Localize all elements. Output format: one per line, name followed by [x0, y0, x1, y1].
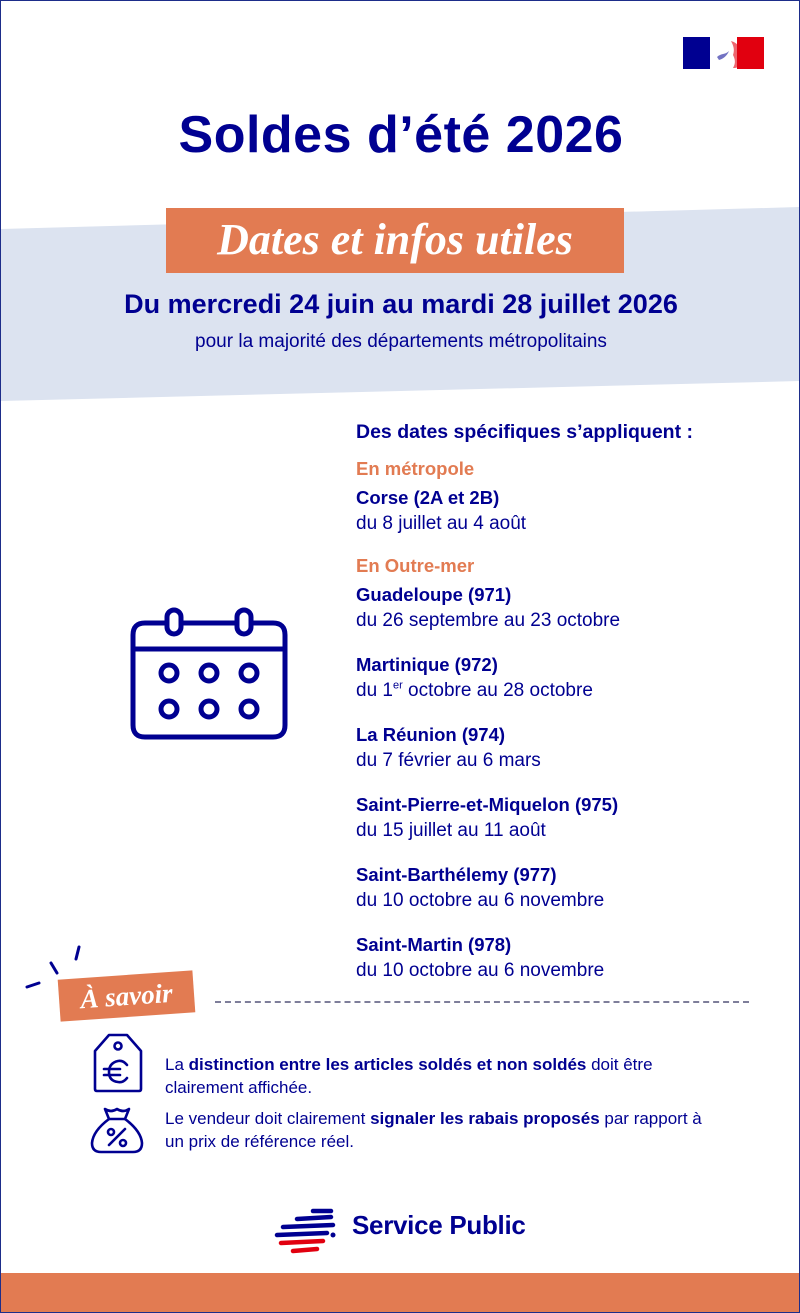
service-public-logo-icon [273, 1207, 343, 1255]
list-item [356, 652, 786, 704]
tip-text-part: doit être clairement affichée. [165, 1055, 653, 1097]
list-item [356, 792, 786, 844]
percent-bag-icon [87, 1105, 147, 1155]
list-item [356, 932, 786, 984]
page-title: Soldes d’été 2026 [178, 106, 624, 164]
item-name: Saint-Barthélemy (977) [356, 864, 557, 885]
main-period-scope: pour la majorité des départements métropolitains [195, 331, 607, 352]
item-name: Guadeloupe (971) [356, 584, 512, 605]
item-name: La Réunion (974) [356, 724, 506, 745]
item-name: Saint-Martin (978) [356, 934, 512, 955]
republique-francaise-flag-icon [683, 37, 764, 69]
item-range: du 26 septembre au 23 octobre [356, 610, 621, 631]
item-range: du 10 octobre au 6 novembre [356, 960, 605, 981]
calendar-icon [129, 605, 289, 741]
list-item [356, 485, 786, 537]
region-label-outremer: En Outre-mer [356, 555, 475, 576]
tip-1-text [165, 1053, 725, 1099]
euro-tag-icon [91, 1031, 145, 1095]
range-prefix: du 1 [356, 680, 393, 701]
brand-name: Service Public [352, 1210, 526, 1240]
item-range: du 8 juillet au 4 août [356, 513, 527, 534]
footer-bar [1, 1273, 800, 1313]
item-name: Saint-Pierre-et-Miquelon (975) [356, 794, 619, 815]
item-range: du 10 octobre au 6 novembre [356, 890, 605, 911]
main-period-dates: Du mercredi 24 juin au mardi 28 juillet 2026 [124, 289, 678, 319]
specific-dates-section [356, 421, 786, 1002]
list-item [356, 862, 786, 914]
tip-text-part: Le vendeur doit clairement [165, 1109, 371, 1128]
dashed-divider [215, 1001, 749, 1003]
item-name: Martinique (972) [356, 654, 498, 675]
tagline-box: Dates et infos utiles [166, 208, 624, 273]
tip-text-part: La [165, 1055, 189, 1074]
tip-text-part: par rapport à un prix de référence réel. [165, 1109, 702, 1151]
a-savoir-badge: À savoir [58, 970, 196, 1021]
item-range [356, 678, 786, 704]
region-label-metropole: En métropole [356, 458, 475, 479]
tip-2-text [165, 1107, 725, 1153]
tip-text-emphasis: signaler les rabais proposés [370, 1109, 600, 1128]
specific-dates-heading: Des dates spécifiques s’appliquent : [356, 421, 694, 443]
list-item [356, 582, 786, 634]
item-name: Corse (2A et 2B) [356, 487, 500, 508]
tip-text-emphasis: distinction entre les articles soldés et non soldés [188, 1055, 587, 1074]
item-range: du 7 février au 6 mars [356, 750, 541, 771]
list-item [356, 722, 786, 774]
item-range: du 15 juillet au 11 août [356, 820, 546, 841]
range-suffix: octobre au 28 octobre [402, 680, 593, 701]
range-superscript: er [392, 679, 403, 692]
